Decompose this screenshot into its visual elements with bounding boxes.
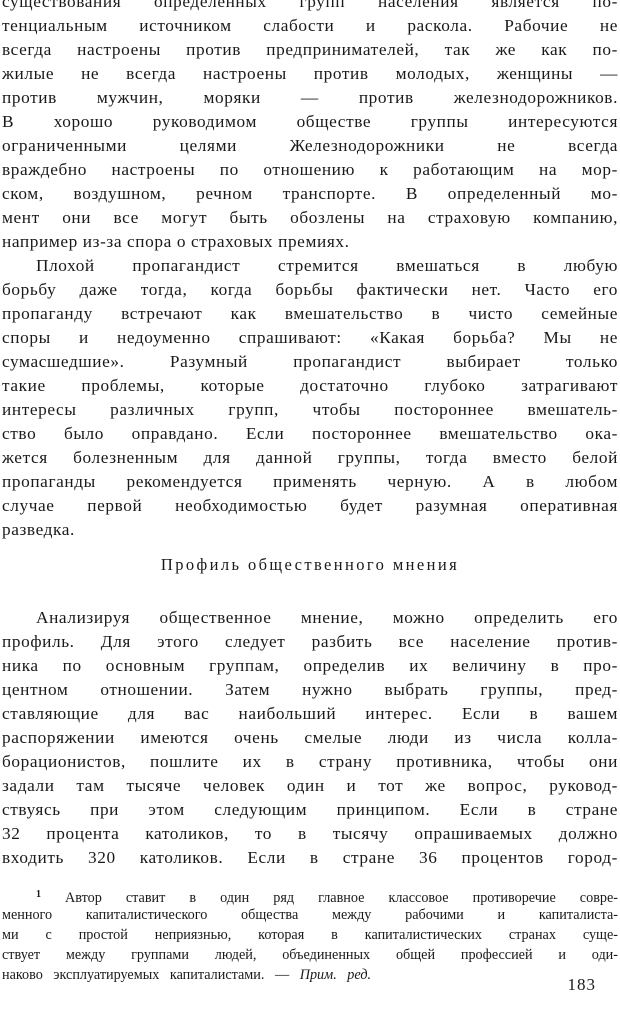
text-line: ника по основным группам, определив их величину в про- (2, 656, 618, 675)
text-line: мент они все могут быть обозлены на страховую компанию, (2, 208, 618, 227)
text-line: ство было оправдано. Если постороннее вмешательство ока- (2, 424, 618, 443)
text-line: против мужчин, моряки — против железнодорожников. (2, 88, 618, 107)
text-line: ствуясь при этом следующим принципом. Если в стране (2, 800, 618, 819)
text-line: 32 процента католиков, то в тысячу опрашиваемых должно (2, 824, 618, 843)
footnote-line (2, 965, 618, 985)
text-line: интересы различных групп, чтобы постороннее вмешатель- (2, 400, 618, 419)
footnote-text: Автор ставит в один ряд главное классовое противоречие совре- (65, 890, 619, 906)
text-line: такие проблемы, которые достаточно глубоко затрагивают (2, 376, 618, 395)
text-line: распоряжении имеются очень смелые люди из числа колла- (2, 728, 618, 747)
text-line: Плохой пропагандист стремится вмешаться в любую (36, 256, 618, 275)
text-line: например из-за спора о страховых премиях. (2, 232, 350, 251)
text-line: профиль. Для этого следует разбить все население против- (2, 632, 618, 651)
text-line: входить 320 католиков. Если в стране 36 процентов город- (2, 848, 618, 867)
text-line: В хорошо руководимом обществе группы интересуются (2, 112, 618, 131)
text-line: ставляющие для вас наибольший интерес. Если в вашем (2, 704, 618, 723)
text-line: пропаганду встречают как вмешательство в чисто семейные (2, 304, 618, 323)
text-line: всегда настроены против предпринимателей, так же как по- (2, 40, 618, 59)
text-line: жилые не всегда настроены против молодых, женщины — (2, 64, 618, 83)
footnote-text: наково эксплуатируемых капиталистами. — (2, 967, 290, 983)
page-number: 183 (567, 975, 596, 994)
footnote-marker: 1 (36, 889, 41, 900)
text-line: ограниченными целями Железнодорожники не всегда (2, 136, 618, 155)
editor-note: Прим. ред. (299, 967, 372, 983)
footnote-line: ми с простой неприязнью, которая в капиталистических странах суще- (2, 927, 618, 943)
text-line: Анализируя общественное мнение, можно определить его (36, 608, 618, 627)
text-line: существования определенных групп населения является по- (2, 0, 618, 11)
text-line: тенциальным источником слабости и раскола. Рабочие не (2, 16, 618, 35)
text-line: споры и недоуменно спрашивают: «Какая борьба? Мы не (2, 328, 618, 347)
text-line: разведка. (2, 520, 75, 539)
section-heading: Профиль общественного мнения (160, 555, 460, 574)
footnote-line: ствует между группами людей, объединенных общей профессией и оди- (2, 947, 618, 963)
text-line: случае первой необходимостью будет разумная оперативная (2, 496, 618, 515)
text-line: борационистов, пошлите их в страну противника, чтобы они (2, 752, 618, 771)
text-line: сумасшедшие». Разумный пропагандист выбирает только (2, 352, 618, 371)
text-line: враждебно настроены по отношению к работающим на мор- (2, 160, 618, 179)
text-line: ском, воздушном, речном транспорте. В определенный мо- (2, 184, 618, 203)
text-line: пропаганды рекомендуется применять черную. А в любом (2, 472, 618, 491)
text-line: жется болезненным для данной группы, тогда вместо белой (2, 448, 618, 467)
text-line: центном отношении. Затем нужно выбрать группы, пред- (2, 680, 618, 699)
text-line: задали там тысяче человек один и тот же вопрос, руковод- (2, 776, 618, 795)
footnote-line: менного капиталистического общества между рабочими и капиталиста- (2, 907, 618, 923)
text-line: борьбу даже тогда, когда борьбы фактически нет. Часто его (2, 280, 618, 299)
